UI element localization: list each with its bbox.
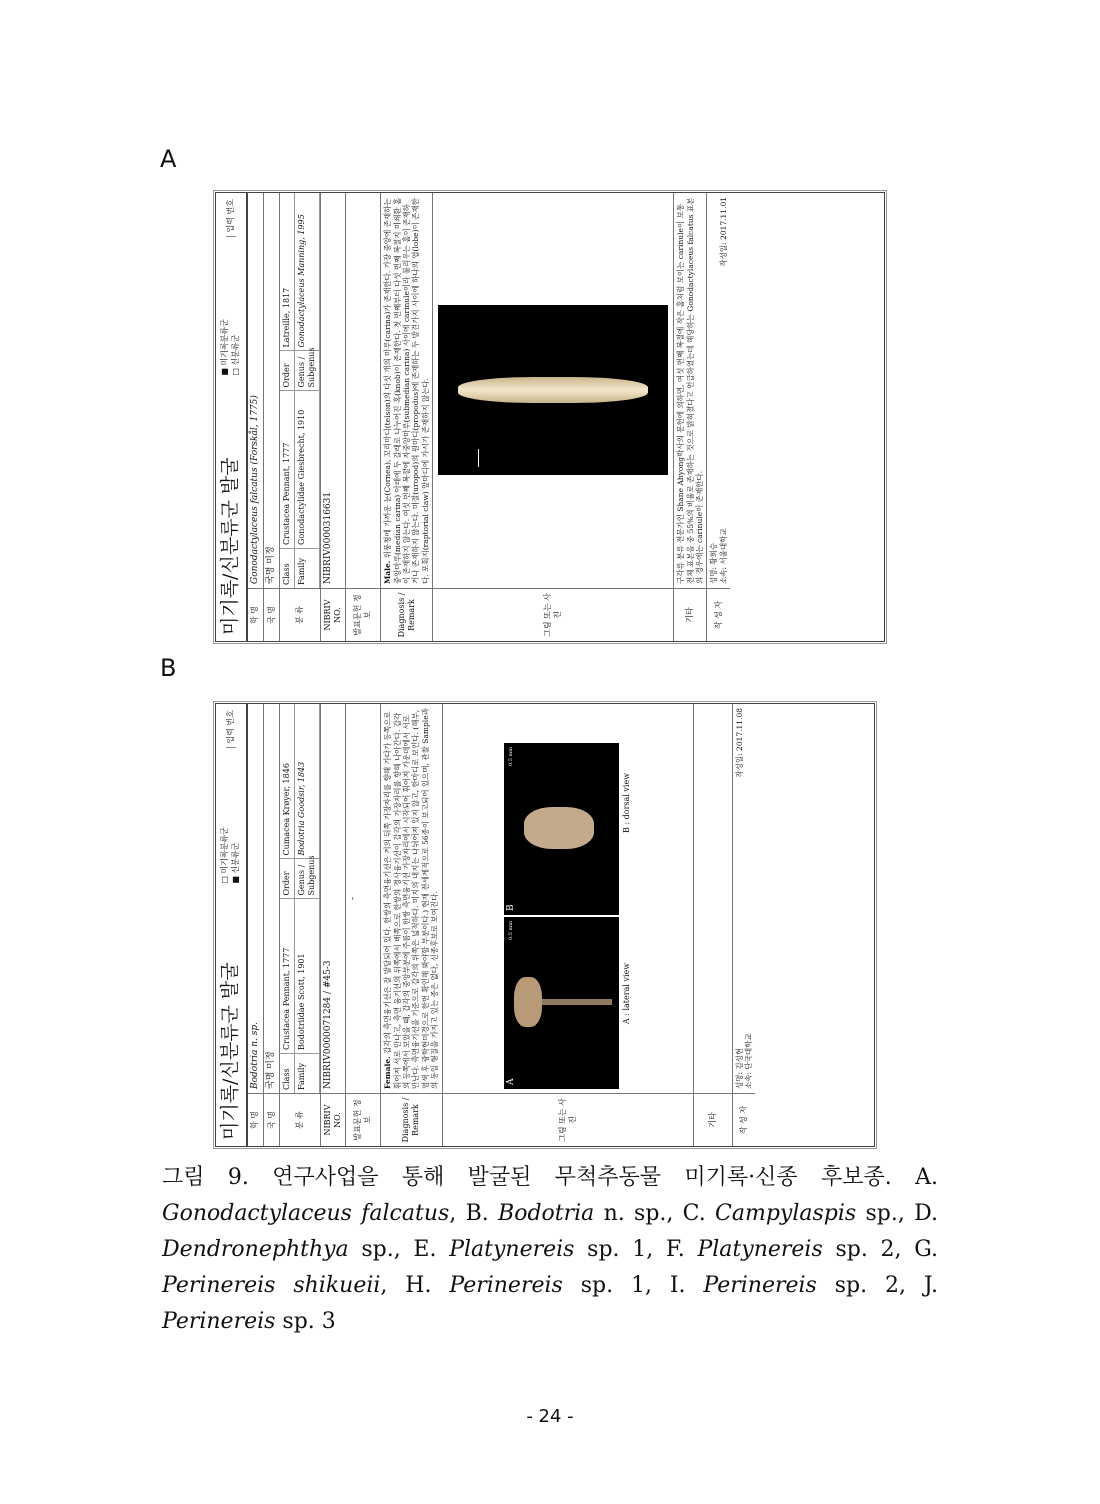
input-number-label: 입력 번호 bbox=[226, 710, 236, 748]
input-number-label: 입력 번호 bbox=[226, 199, 236, 237]
etc-label: 기타 bbox=[694, 1093, 732, 1146]
author-affil-row bbox=[719, 197, 728, 584]
author-affiliation: 소속: 서울대학교 bbox=[718, 528, 728, 584]
caption-species-9: Perinereis bbox=[703, 1273, 817, 1298]
photo-a-label: A bbox=[505, 1078, 516, 1085]
caption-text-6: sp. 2, G. bbox=[822, 1237, 938, 1262]
scientific-name-row bbox=[248, 193, 264, 641]
diagnosis-body: 위풍쳥에 가까운 눈(Cornea), 꼬리마디(telson)의 다섯 개의 마루(carina)가 존재한다. 가장 중앙에 존재하는 중앙마루(median carina) 아래에 두 갈래로 나누어진 혹(knob)이 존재한다. 첫 번째부터 다섯 번째 복절지 미쇄환 홈이 존재하지 않는다. 여섯 번째 복절에 자중앙마루(submedian carina) 사이에 carinule이라 불리우는 홈이 존재하거나 존재하지 않는다. 미절(uropod)의 원마디(propodus)에 존재하는 두 발견가지 사이에 하나의 엽(lobe)이 존재한다. 포획지(raptorial claw) 앞마디에 가시가 존재하지 않는다. bbox=[383, 197, 430, 584]
specimen-photo bbox=[438, 306, 668, 476]
photo-cell bbox=[433, 193, 673, 588]
photo-b-label: B bbox=[505, 904, 516, 911]
etc-text: 구각류 분류 전문가인 Shane Ahyong박사의 문헌에 의하면, 여섯 번째 복절에 작은 홈처럼 보이는 carinule이 보통 전체 표본을 중 55%의 비율로 존재하는 것으로 밝혀졌다고 언급하였는데 해당하는 Gonodactylaceus falcatus 표본의 경우에는 carinule이 존재한다. bbox=[676, 197, 704, 584]
checkbox-new-taxon: □ 신분류군 bbox=[230, 334, 240, 376]
korean-name-label: 국 명 bbox=[264, 1093, 279, 1146]
family-label: Family bbox=[295, 548, 320, 588]
author-name-row bbox=[735, 708, 744, 1089]
diagnosis-sex: Male. bbox=[383, 560, 393, 584]
family-label: Family bbox=[295, 1053, 320, 1093]
scientific-name-row bbox=[248, 704, 264, 1146]
korean-name-label: 국 명 bbox=[264, 588, 279, 641]
caption-species-7: Perinereis shikueii bbox=[162, 1273, 381, 1298]
category-checkboxes bbox=[220, 827, 241, 883]
panel-b-frame bbox=[213, 701, 877, 1149]
author-row bbox=[707, 193, 730, 641]
specimen-body bbox=[458, 378, 648, 404]
class-value: Crustacea Pennant, 1777 bbox=[280, 899, 295, 1054]
publication-row bbox=[346, 704, 381, 1146]
panel-a-form-rotator bbox=[215, 192, 885, 642]
diagnosis-label: Diagnosis / Remark bbox=[381, 588, 432, 641]
korean-name-row bbox=[264, 704, 280, 1146]
caption-text-1: , B. bbox=[449, 1201, 489, 1226]
scale-bar bbox=[478, 450, 479, 468]
korean-name-value: 국명 미정 bbox=[266, 546, 276, 584]
caption-species-2: Bodotria bbox=[498, 1201, 595, 1226]
caption-text-8: sp. 1, I. bbox=[562, 1273, 686, 1298]
diagnosis-sex: Female. bbox=[383, 1056, 393, 1089]
scientific-name-label: 학 명 bbox=[248, 1093, 263, 1146]
nibriv-value: NIBRIV0000316631 bbox=[323, 491, 334, 584]
author-cell bbox=[733, 704, 756, 1093]
dorsal-caption: B : dorsal view bbox=[621, 772, 631, 834]
lateral-specimen-body bbox=[514, 977, 542, 1027]
etc-text bbox=[694, 704, 732, 1093]
publication-value bbox=[346, 193, 380, 588]
caption-species-6: Platynereis bbox=[697, 1237, 823, 1262]
category-checkboxes bbox=[220, 319, 241, 375]
author-affiliation: 소속: 단국대학교 bbox=[743, 1033, 753, 1089]
diagnosis-text bbox=[381, 704, 441, 1093]
dorsal-photo bbox=[504, 743, 619, 915]
caption-species-3: Campylaspis bbox=[715, 1201, 857, 1226]
panel-a-letter: A bbox=[160, 145, 177, 173]
publication-value: - bbox=[348, 896, 359, 901]
page-number: - 24 - bbox=[526, 1406, 574, 1427]
caption-text-5: sp. 1, F. bbox=[574, 1237, 685, 1262]
nibriv-label: NIBRIV NO. bbox=[321, 1093, 345, 1146]
figure-caption bbox=[162, 1160, 938, 1340]
caption-species-8: Perinereis bbox=[449, 1273, 563, 1298]
family-value: Gonodactylidae Giesbrecht, 1910 bbox=[295, 391, 320, 549]
family-value: Bodotriidae Scott, 1901 bbox=[295, 899, 320, 1054]
scientific-name-value: Bodotria n. sp. bbox=[249, 1022, 260, 1089]
etc-label: 기타 bbox=[674, 588, 706, 641]
nibriv-value: NIBRIV0000071284 / #45-3 bbox=[323, 960, 334, 1089]
taxonomy-label: 분 류 bbox=[280, 588, 320, 641]
korean-name-row bbox=[264, 193, 280, 641]
diagnosis-label: Diagnosis / Remark bbox=[381, 1093, 441, 1146]
taxonomy-grid bbox=[280, 704, 320, 1093]
author-row bbox=[733, 704, 756, 1146]
photo-cell bbox=[443, 704, 693, 1093]
publication-label: 발표문헌 정보 bbox=[346, 588, 380, 641]
form-title-bar bbox=[216, 193, 248, 641]
caption-species-5: Platynereis bbox=[449, 1237, 575, 1262]
photo-row bbox=[443, 704, 694, 1146]
order-value: Cumacea Krøyer, 1846 bbox=[280, 704, 295, 859]
diagnosis-text bbox=[381, 193, 432, 588]
checkbox-unrecorded: □ 미기록분류군 bbox=[220, 827, 230, 884]
genus-label: Genus / Subgenus bbox=[295, 859, 320, 899]
diagnosis-body: 갑각의 측면융기선은 잘 발달되어 있다. 한쌍의 측면융기선은 거의 뒤쪽 가장자리를 향해 가다가 등쪽으로 휘어져 서로 만나고, 측면 융기선의 뒤쪽에서 배쪽으로 한쌍의 경사융기선이 갑각의 가장자리를 향해 나아간다. 갑각의 등쪽에서 보았을 때, 갑각의 중앙부분에 주름이 한쌍 측면융기선 가장자리에서 시작되어 휘어져 가운데에서 서로 만난다. 측면융기선을 기준으로 갑각의 위쪽은 넓적하다. 미지의 내지는 나뉘어져 있지 않고, 한마디로 보인다. (해부, 염색 후 광학현미경으로 한번 확인해 봐야할 부분이다.) 현재 전세계적으로 56종이 보고되어 있으며, 관찰 Sample과의 동일 형질을 가지고 있는 종은 없다, 신종후보로 보여진다. bbox=[383, 708, 440, 1089]
genus-value: Gonodactylaceus Manning, 1995 bbox=[295, 193, 320, 351]
lateral-scale: 0.5 mm bbox=[507, 921, 514, 941]
caption-text-9: sp. 2, J. bbox=[816, 1273, 938, 1298]
checkbox-new-taxon: ■ 신분류군 bbox=[230, 842, 240, 884]
etc-row bbox=[694, 704, 733, 1146]
photo-row bbox=[433, 193, 674, 641]
author-cell bbox=[707, 193, 730, 588]
caption-text-4: sp., E. bbox=[348, 1237, 437, 1262]
dorsal-scale: 0.5 mm bbox=[507, 747, 514, 767]
lateral-caption: A : lateral view bbox=[621, 962, 631, 1025]
checkbox-unrecorded: ■ 미기록분류군 bbox=[220, 319, 230, 376]
publication-label: 발표문헌 정보 bbox=[346, 1093, 380, 1146]
lateral-photo bbox=[504, 917, 619, 1089]
nibriv-row bbox=[321, 193, 346, 641]
photo-label: 그림 또는 사진 bbox=[433, 588, 673, 641]
scientific-name-label: 학 명 bbox=[248, 588, 263, 641]
publication-row bbox=[346, 193, 381, 641]
caption-text-2: n. sp., C. bbox=[594, 1201, 706, 1226]
panel-a-frame bbox=[213, 190, 887, 644]
caption-text-3: sp., D. bbox=[856, 1201, 938, 1226]
author-date: 작성일: 2017.11.01 bbox=[718, 197, 728, 267]
taxonomy-row bbox=[280, 704, 321, 1146]
author-label: 작 성 자 bbox=[733, 1093, 756, 1146]
order-label: Order bbox=[280, 351, 295, 391]
korean-name-value: 국명 미정 bbox=[266, 1051, 276, 1089]
class-value: Crustacea Pennant, 1777 bbox=[280, 391, 295, 549]
caption-lead: 그림 9. 연구사업을 통해 발굴된 무척추동물 미기록·신종 후보종. A. bbox=[162, 1165, 938, 1190]
author-name: 성명: 황희승 bbox=[709, 542, 719, 584]
panel-a-form bbox=[215, 192, 885, 642]
caption-text-7: , H. bbox=[380, 1273, 432, 1298]
caption-text-10: sp. 3 bbox=[275, 1309, 336, 1334]
order-label: Order bbox=[280, 859, 295, 899]
class-label: Class bbox=[280, 1053, 295, 1093]
caption-species-4: Dendronephthya bbox=[162, 1237, 349, 1262]
form-title-bar bbox=[216, 704, 248, 1146]
dorsal-specimen-body bbox=[524, 807, 594, 849]
form-title: 미기록/신분류군 발굴 bbox=[219, 457, 241, 635]
author-date: 작성일: 2017.11.08 bbox=[734, 708, 744, 778]
taxonomy-label: 분 류 bbox=[280, 1093, 320, 1146]
author-name: 성명: 김성현 bbox=[734, 1047, 744, 1089]
diagnosis-row bbox=[381, 704, 442, 1146]
photo-label: 그림 또는 사진 bbox=[443, 1093, 693, 1146]
panel-b-letter: B bbox=[160, 654, 177, 682]
etc-row bbox=[674, 193, 707, 641]
photo-captions bbox=[622, 708, 632, 1089]
class-label: Class bbox=[280, 548, 295, 588]
nibriv-label: NIBRIV NO. bbox=[321, 588, 345, 641]
genus-value: Bodotria Goodsir, 1843 bbox=[295, 704, 320, 859]
panel-b-form-rotator bbox=[215, 703, 875, 1147]
nibriv-row bbox=[321, 704, 346, 1146]
diagnosis-row bbox=[381, 193, 433, 641]
panel-b-form bbox=[215, 703, 875, 1147]
caption-species-10: Perinereis bbox=[162, 1309, 276, 1334]
taxonomy-row bbox=[280, 193, 321, 641]
lateral-specimen-tail bbox=[542, 999, 612, 1005]
genus-label: Genus / Subgenus bbox=[295, 351, 320, 391]
taxonomy-grid bbox=[280, 193, 320, 588]
scientific-name-value: Gonodactylaceus falcatus (Forskål, 1775) bbox=[249, 395, 260, 584]
form-title: 미기록/신분류군 발굴 bbox=[219, 962, 241, 1140]
author-label: 작 성 자 bbox=[707, 588, 730, 641]
order-value: Latreille, 1817 bbox=[280, 193, 295, 351]
photo-pair bbox=[504, 708, 619, 1089]
caption-species-1: Gonodactylaceus falcatus bbox=[162, 1201, 450, 1226]
